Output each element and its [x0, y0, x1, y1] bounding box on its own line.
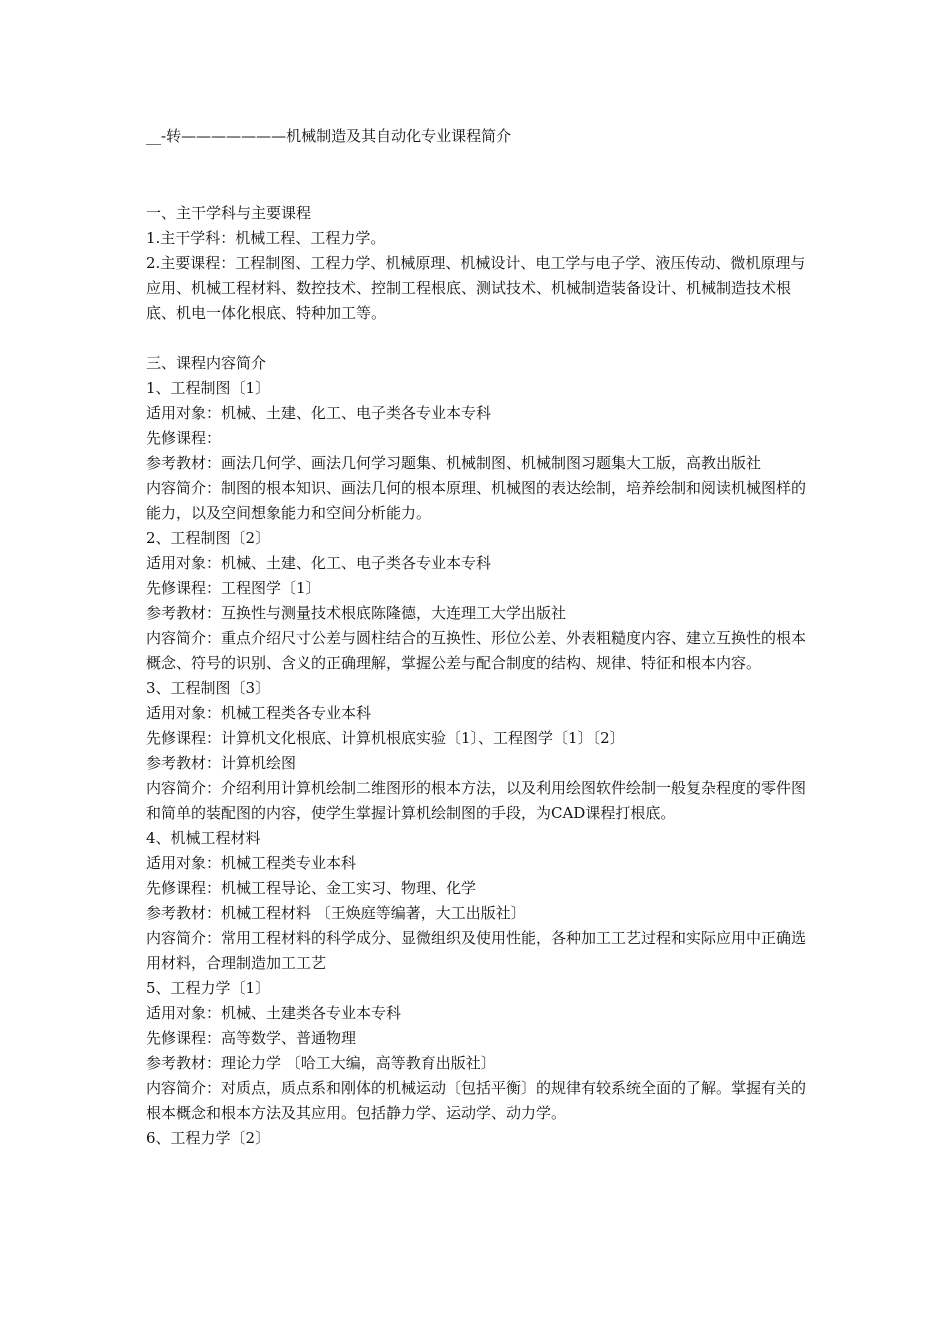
section-heading-3: 三、课程内容简介: [146, 354, 267, 372]
course-name: 1、工程制图〔1〕: [146, 379, 271, 397]
course-summary: 内容简介：重点介绍尺寸公差与圆柱结合的互换性、形位公差、外表粗糙度内容、建立互换性的根本概念、符号的识别、含义的正确理解，掌握公差与配合制度的结构、规律、特征和根本内容。: [146, 629, 807, 672]
course-name: 6、工程力学〔2〕: [146, 1129, 271, 1147]
course-prereq: 先修课程：: [146, 429, 222, 447]
main-courses-line: 2.主要课程：工程制图、工程力学、机械原理、机械设计、电工学与电子学、液压传动、微机原理与应用、机械工程材料、数控技术、控制工程根底、测试技术、机械制造装备设计、机械制造技术根底、机电一体化根底、特种加工等。: [146, 254, 806, 322]
course-prereq: 先修课程：高等数学、普通物理: [146, 1029, 357, 1047]
course-textbook: 参考教材：计算机绘图: [146, 754, 297, 772]
course-name: 3、工程制图〔3〕: [146, 679, 271, 697]
course-target: 适用对象：机械、土建、化工、电子类各专业本专科: [146, 404, 492, 422]
course-target: 适用对象：机械、土建类各专业本专科: [146, 1004, 402, 1022]
course-summary: 内容简介：常用工程材料的科学成分、显微组织及使用性能，各种加工工艺过程和实际应用中正确选用材料，合理制造加工工艺: [146, 929, 807, 972]
paragraph-gap: [146, 326, 806, 351]
course-textbook: 参考教材：机械工程材料 〔王焕庭等编著，大工出版社〕: [146, 904, 526, 922]
section-heading-1: 一、主干学科与主要课程: [146, 204, 312, 222]
course-textbook: 参考教材：理论力学 〔哈工大编，高等教育出版社〕: [146, 1054, 496, 1072]
course-target: 适用对象：机械工程类专业本科: [146, 854, 357, 872]
course-summary: 内容简介：制图的根本知识、画法几何的根本原理、机械图的表达绘制，培养绘制和阅读机械图样的能力，以及空间想象能力和空间分析能力。: [146, 479, 807, 522]
course-prereq: 先修课程：机械工程导论、金工实习、物理、化学: [146, 879, 477, 897]
course-prereq: 先修课程：计算机文化根底、计算机根底实验〔1〕、工程图学〔1〕〔2〕: [146, 729, 625, 747]
course-target: 适用对象：机械、土建、化工、电子类各专业本专科: [146, 554, 492, 572]
course-name: 5、工程力学〔1〕: [146, 979, 271, 997]
course-name: 2、工程制图〔2〕: [146, 529, 271, 547]
course-textbook: 参考教材：互换性与测量技术根底陈隆德，大连理工大学出版社: [146, 604, 567, 622]
main-discipline-line: 1.主干学科：机械工程、工程力学。: [146, 229, 386, 247]
course-summary: 内容简介：对质点，质点系和刚体的机械运动〔包括平衡〕的规律有较系统全面的了解。掌握有关的根本概念和根本方法及其应用。包括静力学、运动学、动力学。: [146, 1079, 807, 1122]
course-prereq: 先修课程：工程图学〔1〕: [146, 579, 321, 597]
course-name: 4、机械工程材料: [146, 829, 261, 847]
course-textbook: 参考教材：画法几何学、画法几何学习题集、机械制图、机械制图习题集大工版，高教出版社: [146, 454, 762, 472]
course-summary: 内容简介：介绍利用计算机绘制二维图形的根本方法，以及利用绘图软件绘制一般复杂程度的零件图和简单的装配图的内容，使学生掌握计算机绘制图的手段，为CAD课程打根底。: [146, 779, 807, 822]
document-title: __-转———————机械制造及其自动化专业课程简介: [146, 127, 512, 145]
document-body: [146, 201, 806, 1151]
course-target: 适用对象：机械工程类各专业本科: [146, 704, 372, 722]
